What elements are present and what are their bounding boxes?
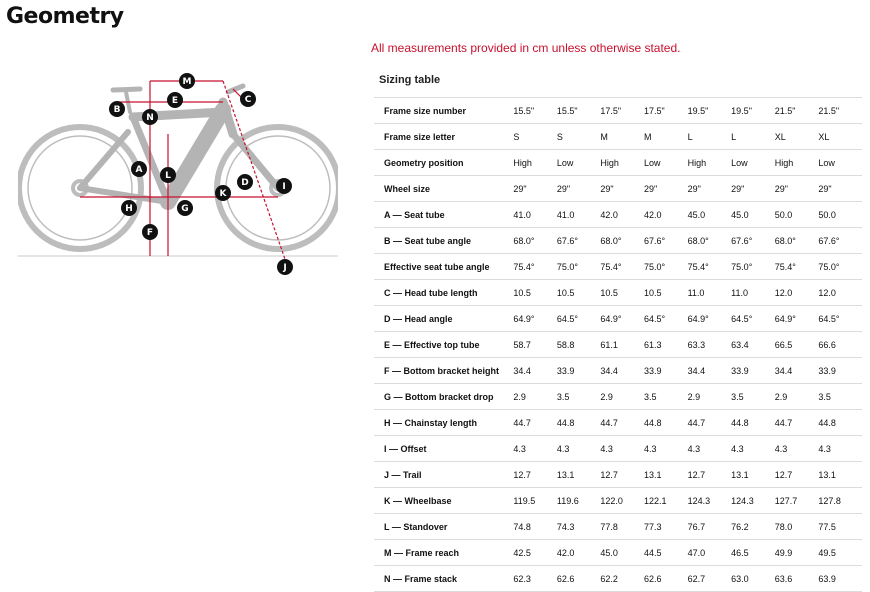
table-cell: 50.0: [818, 202, 862, 228]
table-cell: 12.7: [513, 462, 557, 488]
table-cell: 44.7: [513, 410, 557, 436]
table-cell: High: [688, 150, 732, 176]
table-cell: 74.3: [557, 514, 601, 540]
marker-j-icon: [277, 259, 293, 275]
table-cell: 3.5: [557, 384, 601, 410]
table-cell: 4.3: [688, 436, 732, 462]
table-cell: 58.8: [557, 332, 601, 358]
marker-f-label: F: [146, 228, 154, 238]
table-cell: 75.0°: [644, 254, 688, 280]
table-row: [374, 436, 862, 462]
table-cell: 15.5": [513, 98, 557, 124]
table-cell: 63.9: [818, 566, 862, 592]
table-cell: 4.3: [731, 436, 775, 462]
table-cell: 68.0°: [775, 228, 819, 254]
table-cell: 3.5: [818, 384, 862, 410]
table-row: [374, 280, 862, 306]
table-cell: 10.5: [513, 280, 557, 306]
table-cell: 4.3: [513, 436, 557, 462]
table-row: [374, 176, 862, 202]
table-cell: 67.6°: [818, 228, 862, 254]
table-cell: 42.0: [600, 202, 644, 228]
table-cell: 44.7: [688, 410, 732, 436]
table-cell: M: [644, 124, 688, 150]
table-cell: 10.5: [644, 280, 688, 306]
marker-a-icon: [131, 161, 147, 177]
table-row: [374, 124, 862, 150]
table-cell: 34.4: [513, 358, 557, 384]
table-cell: 4.3: [644, 436, 688, 462]
table-cell: 67.6°: [557, 228, 601, 254]
table-cell: 119.5: [513, 488, 557, 514]
sizing-table: [374, 97, 862, 592]
table-cell: XL: [818, 124, 862, 150]
table-cell: 10.5: [557, 280, 601, 306]
table-cell: 11.0: [731, 280, 775, 306]
table-cell: 122.1: [644, 488, 688, 514]
table-cell: 75.4°: [600, 254, 644, 280]
marker-h-label: H: [125, 204, 133, 214]
table-cell: 64.5°: [731, 306, 775, 332]
table-cell: 61.1: [600, 332, 644, 358]
table-row: [374, 228, 862, 254]
row-label: Frame size number: [374, 98, 513, 124]
marker-m-icon: [179, 73, 195, 89]
marker-k-icon: [215, 185, 231, 201]
marker-d-icon: [237, 174, 253, 190]
row-label: B — Seat tube angle: [374, 228, 513, 254]
table-cell: 13.1: [644, 462, 688, 488]
table-cell: 3.5: [644, 384, 688, 410]
table-cell: 34.4: [688, 358, 732, 384]
table-cell: 122.0: [600, 488, 644, 514]
table-cell: 63.4: [731, 332, 775, 358]
marker-k-label: K: [219, 189, 227, 199]
table-cell: 63.3: [688, 332, 732, 358]
table-cell: 62.2: [600, 566, 644, 592]
table-cell: 33.9: [557, 358, 601, 384]
table-cell: Low: [557, 150, 601, 176]
table-cell: 58.7: [513, 332, 557, 358]
table-cell: 77.5: [818, 514, 862, 540]
table-cell: 62.6: [644, 566, 688, 592]
table-cell: 2.9: [688, 384, 732, 410]
row-label: Frame size letter: [374, 124, 513, 150]
table-cell: 75.0°: [731, 254, 775, 280]
marker-b-icon: [109, 101, 125, 117]
table-cell: 68.0°: [688, 228, 732, 254]
marker-j-label: J: [283, 263, 287, 273]
page-title: Geometry: [6, 4, 124, 29]
sizing-table-title: Sizing table: [379, 74, 441, 86]
table-cell: 62.6: [557, 566, 601, 592]
marker-g-icon: [177, 200, 193, 216]
table-row: [374, 202, 862, 228]
table-cell: 2.9: [775, 384, 819, 410]
table-cell: 4.3: [775, 436, 819, 462]
table-cell: 34.4: [600, 358, 644, 384]
row-label: H — Chainstay length: [374, 410, 513, 436]
table-row: [374, 332, 862, 358]
marker-c-label: C: [244, 95, 252, 105]
table-cell: 45.0: [731, 202, 775, 228]
table-cell: 46.5: [731, 540, 775, 566]
table-row: [374, 462, 862, 488]
table-cell: 44.5: [644, 540, 688, 566]
row-label: Wheel size: [374, 176, 513, 202]
table-cell: 4.3: [600, 436, 644, 462]
marker-b-label: B: [113, 105, 121, 115]
marker-c-icon: [240, 91, 256, 107]
table-cell: 41.0: [513, 202, 557, 228]
table-cell: L: [731, 124, 775, 150]
table-cell: 64.9°: [600, 306, 644, 332]
table-cell: 77.8: [600, 514, 644, 540]
table-row: [374, 488, 862, 514]
table-cell: 78.0: [775, 514, 819, 540]
table-cell: S: [557, 124, 601, 150]
row-label: M — Frame reach: [374, 540, 513, 566]
row-label: A — Seat tube: [374, 202, 513, 228]
table-cell: 29": [557, 176, 601, 202]
table-cell: 75.0°: [818, 254, 862, 280]
table-cell: XL: [775, 124, 819, 150]
table-cell: 74.8: [513, 514, 557, 540]
row-label: L — Standover: [374, 514, 513, 540]
table-cell: 29": [688, 176, 732, 202]
table-cell: 42.0: [557, 540, 601, 566]
table-row: [374, 150, 862, 176]
table-cell: 44.7: [775, 410, 819, 436]
table-row: [374, 514, 862, 540]
table-cell: 10.5: [600, 280, 644, 306]
table-cell: 21.5": [775, 98, 819, 124]
row-label: J — Trail: [374, 462, 513, 488]
table-cell: 12.7: [600, 462, 644, 488]
marker-h-icon: [121, 200, 137, 216]
table-row: [374, 566, 862, 592]
table-cell: L: [688, 124, 732, 150]
row-label: N — Frame stack: [374, 566, 513, 592]
table-cell: 15.5": [557, 98, 601, 124]
table-cell: 12.0: [818, 280, 862, 306]
table-cell: 17.5": [644, 98, 688, 124]
table-cell: 13.1: [557, 462, 601, 488]
table-cell: 63.0: [731, 566, 775, 592]
table-cell: 44.8: [644, 410, 688, 436]
table-cell: High: [513, 150, 557, 176]
table-cell: M: [600, 124, 644, 150]
marker-g-label: G: [181, 204, 189, 214]
bike-geometry-diagram: [18, 72, 338, 282]
table-cell: 119.6: [557, 488, 601, 514]
table-cell: 12.0: [775, 280, 819, 306]
table-cell: 34.4: [775, 358, 819, 384]
marker-m-label: M: [182, 77, 192, 87]
table-cell: 29": [513, 176, 557, 202]
table-cell: 75.0°: [557, 254, 601, 280]
table-cell: 33.9: [644, 358, 688, 384]
table-cell: 45.0: [688, 202, 732, 228]
table-cell: 76.2: [731, 514, 775, 540]
table-row: [374, 254, 862, 280]
row-label: E — Effective top tube: [374, 332, 513, 358]
table-cell: 50.0: [775, 202, 819, 228]
marker-e-label: E: [171, 96, 179, 106]
table-cell: 62.3: [513, 566, 557, 592]
row-label: F — Bottom bracket height: [374, 358, 513, 384]
table-cell: 21.5": [818, 98, 862, 124]
table-cell: 13.1: [731, 462, 775, 488]
table-cell: 127.7: [775, 488, 819, 514]
table-cell: 76.7: [688, 514, 732, 540]
table-cell: 64.9°: [775, 306, 819, 332]
table-cell: 29": [775, 176, 819, 202]
table-cell: 42.5: [513, 540, 557, 566]
table-cell: 12.7: [688, 462, 732, 488]
table-cell: 44.7: [600, 410, 644, 436]
table-cell: 41.0: [557, 202, 601, 228]
table-cell: 17.5": [600, 98, 644, 124]
marker-n-icon: [142, 109, 158, 125]
table-row: [374, 358, 862, 384]
table-cell: 75.4°: [775, 254, 819, 280]
table-cell: 44.8: [557, 410, 601, 436]
row-label: G — Bottom bracket drop: [374, 384, 513, 410]
table-cell: 29": [644, 176, 688, 202]
table-cell: 127.8: [818, 488, 862, 514]
table-cell: 66.6: [818, 332, 862, 358]
row-label: Geometry position: [374, 150, 513, 176]
marker-n-label: N: [146, 113, 154, 123]
table-cell: 2.9: [513, 384, 557, 410]
table-cell: Low: [818, 150, 862, 176]
table-cell: 64.9°: [688, 306, 732, 332]
table-row: [374, 410, 862, 436]
table-cell: High: [775, 150, 819, 176]
table-cell: 124.3: [731, 488, 775, 514]
table-cell: 29": [818, 176, 862, 202]
table-cell: 12.7: [775, 462, 819, 488]
table-cell: 42.0: [644, 202, 688, 228]
table-cell: 63.6: [775, 566, 819, 592]
table-cell: 33.9: [731, 358, 775, 384]
table-cell: 67.6°: [731, 228, 775, 254]
table-cell: 4.3: [818, 436, 862, 462]
row-label: I — Offset: [374, 436, 513, 462]
marker-l-icon: [160, 167, 176, 183]
row-label: C — Head tube length: [374, 280, 513, 306]
table-cell: 29": [731, 176, 775, 202]
table-cell: 68.0°: [513, 228, 557, 254]
table-cell: 19.5": [688, 98, 732, 124]
table-cell: 11.0: [688, 280, 732, 306]
table-cell: 75.4°: [513, 254, 557, 280]
table-cell: 77.3: [644, 514, 688, 540]
table-cell: 66.5: [775, 332, 819, 358]
table-row: [374, 384, 862, 410]
table-cell: 64.5°: [818, 306, 862, 332]
table-cell: 13.1: [818, 462, 862, 488]
marker-e-icon: [167, 92, 183, 108]
marker-i-label: I: [282, 182, 286, 192]
row-label: K — Wheelbase: [374, 488, 513, 514]
table-cell: 75.4°: [688, 254, 732, 280]
table-cell: 61.3: [644, 332, 688, 358]
table-cell: 49.5: [818, 540, 862, 566]
table-cell: High: [600, 150, 644, 176]
table-cell: 2.9: [600, 384, 644, 410]
table-cell: 33.9: [818, 358, 862, 384]
marker-l-label: L: [165, 171, 171, 181]
table-cell: 68.0°: [600, 228, 644, 254]
marker-f-icon: [142, 224, 158, 240]
table-cell: 4.3: [557, 436, 601, 462]
table-cell: 44.8: [818, 410, 862, 436]
table-cell: 62.7: [688, 566, 732, 592]
table-row: [374, 306, 862, 332]
marker-a-label: A: [135, 165, 143, 175]
marker-d-label: D: [241, 178, 249, 188]
table-cell: 64.9°: [513, 306, 557, 332]
table-cell: S: [513, 124, 557, 150]
table-cell: 67.6°: [644, 228, 688, 254]
table-row: [374, 98, 862, 124]
table-cell: 49.9: [775, 540, 819, 566]
table-cell: 45.0: [600, 540, 644, 566]
table-cell: 47.0: [688, 540, 732, 566]
table-cell: 64.5°: [557, 306, 601, 332]
table-cell: Low: [731, 150, 775, 176]
table-cell: 44.8: [731, 410, 775, 436]
row-label: D — Head angle: [374, 306, 513, 332]
table-cell: 29": [600, 176, 644, 202]
table-cell: 3.5: [731, 384, 775, 410]
marker-i-icon: [276, 178, 292, 194]
table-cell: Low: [644, 150, 688, 176]
table-cell: 19.5": [731, 98, 775, 124]
table-cell: 124.3: [688, 488, 732, 514]
measurement-note: All measurements provided in cm unless otherwise stated.: [371, 41, 681, 55]
table-row: [374, 540, 862, 566]
row-label: Effective seat tube angle: [374, 254, 513, 280]
table-cell: 64.5°: [644, 306, 688, 332]
